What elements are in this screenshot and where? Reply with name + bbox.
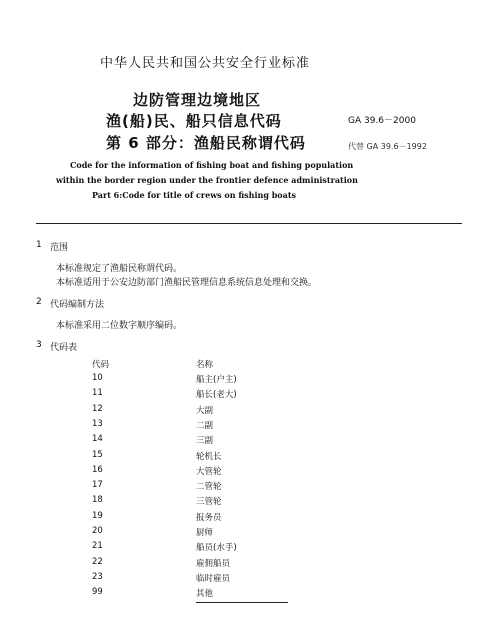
table-row-name: 其他 xyxy=(196,589,214,599)
footer-rule xyxy=(196,602,288,603)
table-row-code: 14 xyxy=(92,434,103,444)
document-title-line3: 第 6 部分：渔船民称谓代码 xyxy=(106,134,306,152)
table-row-code: 21 xyxy=(92,541,103,551)
table-row-name: 船员(水手) xyxy=(196,543,237,553)
table-row-code: 22 xyxy=(92,557,103,567)
table-row-name: 轮机长 xyxy=(196,452,222,462)
standard-code: GA 39.6－2000 xyxy=(348,116,416,126)
section-3-title: 代码表 xyxy=(50,343,78,353)
table-row-code: 20 xyxy=(92,526,103,536)
english-title-line1: Code for the information of fishing boat and fishing population xyxy=(70,160,354,170)
table-row-code: 23 xyxy=(92,572,103,582)
section-1-paragraph-1: 本标准规定了渔船民称谓代码。 xyxy=(56,264,183,274)
table-row-name: 三副 xyxy=(196,436,214,446)
table-row-name: 大副 xyxy=(196,406,214,416)
section-1-paragraph-2: 本标准适用于公安边防部门渔船民管理信息系统信息处理和交换。 xyxy=(56,278,318,288)
table-row-name: 大管轮 xyxy=(196,467,222,477)
section-2-paragraph-1: 本标准采用二位数字顺序编码。 xyxy=(56,321,183,331)
table-row-code: 15 xyxy=(92,450,103,460)
table-row-code: 19 xyxy=(92,511,103,521)
table-row-name: 二管轮 xyxy=(196,482,222,492)
document-title-line1: 边防管理边境地区 xyxy=(133,91,262,109)
table-row-name: 三管轮 xyxy=(196,497,222,507)
section-3-number: 3 xyxy=(36,340,42,350)
replaces-standard: 代替 GA 39.6－1992 xyxy=(348,142,427,151)
name-column-header: 名称 xyxy=(196,360,214,370)
table-row-name: 厨师 xyxy=(196,528,214,538)
section-1-title: 范围 xyxy=(50,243,69,253)
table-row-code: 10 xyxy=(92,373,103,383)
table-row-name: 报务员 xyxy=(196,513,222,523)
table-row-name: 临时雇员 xyxy=(196,574,231,584)
english-title-line2: within the border region under the frontier defence administration xyxy=(56,175,358,185)
standard-header: 中华人民共和国公共安全行业标准 xyxy=(100,56,311,71)
table-row-code: 12 xyxy=(92,404,103,414)
document-title-line2: 渔(船)民、船只信息代码 xyxy=(106,112,282,130)
table-row-code: 16 xyxy=(92,465,103,475)
table-row-name: 船长(老大) xyxy=(196,390,237,400)
table-row-name: 雇佣船员 xyxy=(196,559,231,569)
table-row-code: 17 xyxy=(92,480,103,490)
section-1-number: 1 xyxy=(36,240,42,250)
section-2-title: 代码编制方法 xyxy=(50,300,105,310)
table-row-code: 11 xyxy=(92,388,103,398)
table-row-code: 13 xyxy=(92,419,103,429)
english-title-line3: Part 6:Code for title of crews on fishing boats xyxy=(92,190,297,200)
table-row-name: 船主(户主) xyxy=(196,375,237,385)
section-2-number: 2 xyxy=(36,297,42,307)
table-row-code: 18 xyxy=(92,495,103,505)
table-row-code: 99 xyxy=(92,587,103,597)
table-row-name: 二副 xyxy=(196,421,214,431)
header-divider xyxy=(36,223,462,224)
code-column-header: 代码 xyxy=(92,360,110,370)
